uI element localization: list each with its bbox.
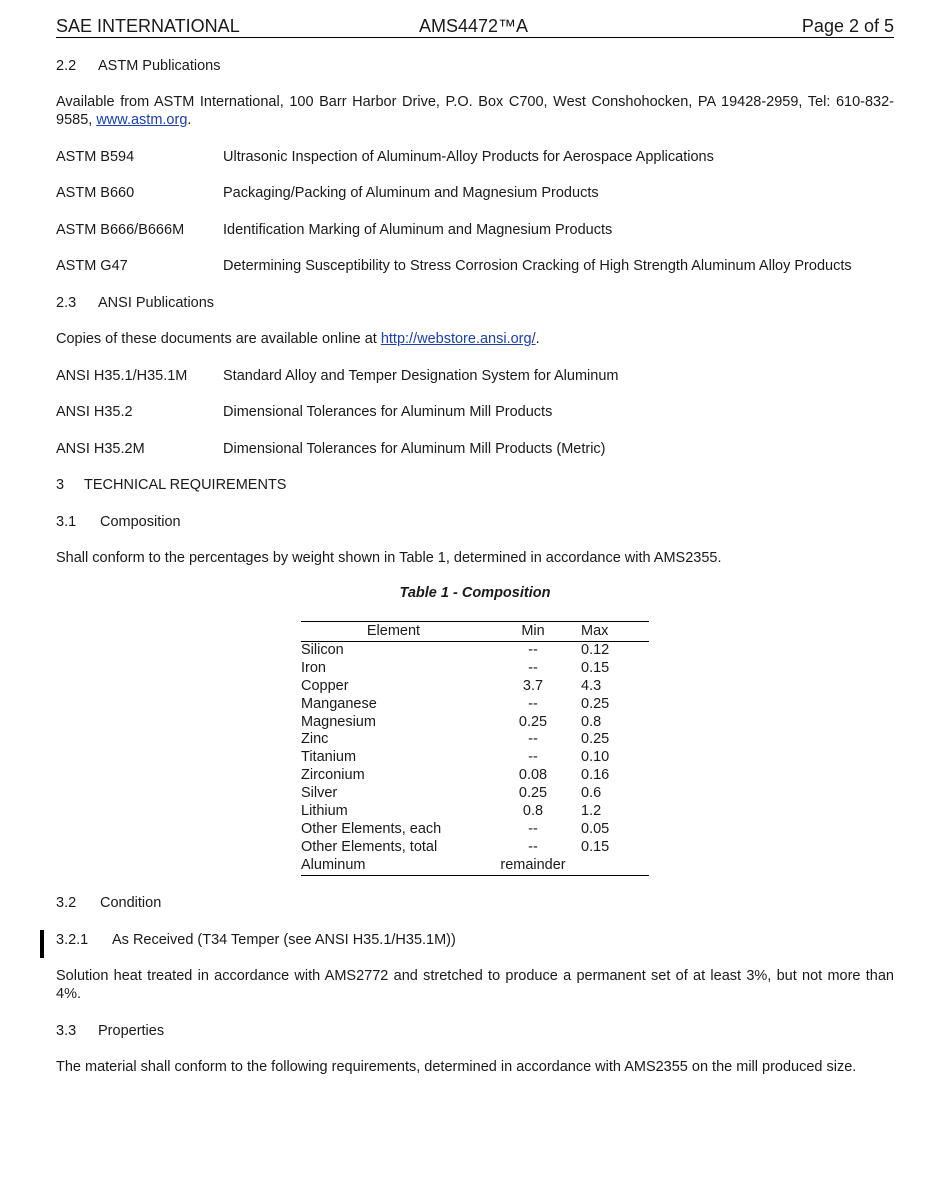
cell-max: 0.10 xyxy=(581,749,610,766)
table-row xyxy=(301,857,649,875)
ansi-availability-paragraph xyxy=(56,330,894,348)
cell-min: -- xyxy=(528,731,538,748)
cell-min: remainder xyxy=(500,856,566,873)
astm-website-link[interactable]: www.astm.org xyxy=(96,112,188,128)
properties-paragraph: The material shall conform to the following requirements, determined in accordance with AMS2355 on the mill produced size. xyxy=(56,1059,857,1075)
cell-element: Zirconium xyxy=(301,767,365,784)
section-heading-3-3 xyxy=(56,1022,894,1040)
section-heading-3-2-1 xyxy=(56,931,894,949)
cell-min: -- xyxy=(528,642,538,658)
page-header xyxy=(56,16,894,38)
cell-max: 0.15 xyxy=(581,659,610,676)
cell-max: 4.3 xyxy=(581,677,602,694)
cell-element: Titanium xyxy=(301,749,357,766)
cell-element: Lithium xyxy=(301,803,348,820)
header-element: Element xyxy=(366,623,421,639)
section-heading-2-2 xyxy=(56,57,894,75)
section-heading-3 xyxy=(56,476,894,494)
cell-min: -- xyxy=(528,838,538,855)
header-min: Min xyxy=(521,623,545,639)
composition-table xyxy=(301,621,649,876)
cell-min: -- xyxy=(528,820,538,837)
reference-id: ASTM B660 xyxy=(56,185,135,201)
cell-element: Other Elements, total xyxy=(301,838,438,855)
section-number: 3.2 xyxy=(56,895,77,911)
cell-max: 0.16 xyxy=(581,767,610,784)
revision-bar xyxy=(40,930,44,958)
cell-min: 3.7 xyxy=(522,677,544,694)
cell-max: 0.05 xyxy=(581,820,610,837)
reference-title: Determining Susceptibility to Stress Corrosion Cracking of High Strength Aluminum Alloy Products xyxy=(223,258,852,274)
table-caption: Table 1 - Composition xyxy=(399,585,551,601)
cell-max: 1.2 xyxy=(581,803,602,820)
section-title: Properties xyxy=(98,1023,165,1039)
availability-end: . xyxy=(187,112,192,128)
header-org: SAE INTERNATIONAL xyxy=(56,16,240,36)
cell-max: 0.15 xyxy=(581,838,610,855)
cell-min: 0.25 xyxy=(518,785,548,802)
cell-element: Copper xyxy=(301,677,349,694)
cell-max: 0.6 xyxy=(581,785,602,802)
reference-id: ASTM B666/B666M xyxy=(56,222,185,238)
section-title: ASTM Publications xyxy=(98,58,221,74)
section-title: ANSI Publications xyxy=(98,295,215,311)
header-doc-number: AMS4472™A xyxy=(419,16,529,36)
cell-min: 0.08 xyxy=(518,767,548,784)
reference-title: Ultrasonic Inspection of Aluminum-Alloy Products for Aerospace Applications xyxy=(223,149,714,165)
table-row xyxy=(301,660,649,678)
table-row xyxy=(301,767,649,785)
cell-element: Iron xyxy=(301,659,326,676)
section-heading-3-2 xyxy=(56,894,894,912)
availability-end: . xyxy=(535,331,540,347)
table-row xyxy=(301,803,649,821)
cell-element: Silicon xyxy=(301,642,344,658)
cell-min: -- xyxy=(528,695,538,712)
table-row xyxy=(301,749,649,767)
section-number: 2.2 xyxy=(56,58,77,74)
cell-element: Manganese xyxy=(301,695,377,712)
cell-max: 0.25 xyxy=(581,731,610,748)
section-number: 3.3 xyxy=(56,1023,77,1039)
table-row xyxy=(301,678,649,696)
cell-max: 0.8 xyxy=(581,713,602,730)
reference-title: Dimensional Tolerances for Aluminum Mill Products (Metric) xyxy=(223,441,606,457)
section-title: Composition xyxy=(100,514,181,530)
astm-availability-paragraph xyxy=(56,93,894,129)
availability-text: Available from ASTM International, 100 Barr Harbor Drive, P.O. Box C700, West Conshohocken, PA 19428-2959, Tel: 610-832-9585, xyxy=(56,94,894,128)
header-max: Max xyxy=(581,623,609,639)
cell-min: -- xyxy=(528,749,538,766)
reference-id: ASTM G47 xyxy=(56,258,128,274)
reference-title: Dimensional Tolerances for Aluminum Mill Products xyxy=(223,404,553,420)
cell-min: 0.8 xyxy=(522,803,544,820)
reference-title: Standard Alloy and Temper Designation System for Aluminum xyxy=(223,368,619,384)
section-number: 3.1 xyxy=(56,514,77,530)
section-title: TECHNICAL REQUIREMENTS xyxy=(84,477,287,493)
cell-min: -- xyxy=(528,659,538,676)
table-row xyxy=(301,839,649,857)
table-row xyxy=(301,642,649,660)
section-heading-3-1 xyxy=(56,513,894,531)
header-page-number: Page 2 of 5 xyxy=(801,16,894,36)
ansi-webstore-link[interactable]: http://webstore.ansi.org/ xyxy=(380,331,536,347)
table-row xyxy=(301,821,649,839)
cell-element: Magnesium xyxy=(301,713,376,730)
reference-id: ASTM B594 xyxy=(56,149,135,165)
table-row xyxy=(301,731,649,749)
reference-title: Packaging/Packing of Aluminum and Magnesium Products xyxy=(223,185,599,201)
cell-element: Silver xyxy=(301,785,338,802)
section-heading-2-3 xyxy=(56,294,894,312)
table-row xyxy=(301,714,649,732)
cell-max: 0.25 xyxy=(581,695,610,712)
cell-max: 0.12 xyxy=(581,642,610,658)
section-number: 3.2.1 xyxy=(56,932,89,948)
table-header-row xyxy=(301,622,649,642)
reference-id: ANSI H35.2 xyxy=(56,404,133,420)
availability-text: Copies of these documents are available online at xyxy=(56,331,381,347)
reference-id: ANSI H35.1/H35.1M xyxy=(56,368,188,384)
composition-paragraph: Shall conform to the percentages by weight shown in Table 1, determined in accordance with AMS2355. xyxy=(56,550,722,566)
reference-id: ANSI H35.2M xyxy=(56,441,145,457)
cell-element: Aluminum xyxy=(301,856,366,873)
section-title: As Received (T34 Temper (see ANSI H35.1/H35.1M)) xyxy=(112,932,456,948)
table-row xyxy=(301,785,649,803)
table-row xyxy=(301,696,649,714)
cell-min: 0.25 xyxy=(518,713,548,730)
section-number: 2.3 xyxy=(56,295,77,311)
condition-paragraph: Solution heat treated in accordance with AMS2772 and stretched to produce a permanent set of at least 3%, but not more than 4%. xyxy=(56,968,894,1002)
section-number: 3 xyxy=(56,477,65,493)
cell-element: Other Elements, each xyxy=(301,820,442,837)
reference-title: Identification Marking of Aluminum and Magnesium Products xyxy=(223,222,613,238)
cell-element: Zinc xyxy=(301,731,329,748)
section-title: Condition xyxy=(100,895,162,911)
